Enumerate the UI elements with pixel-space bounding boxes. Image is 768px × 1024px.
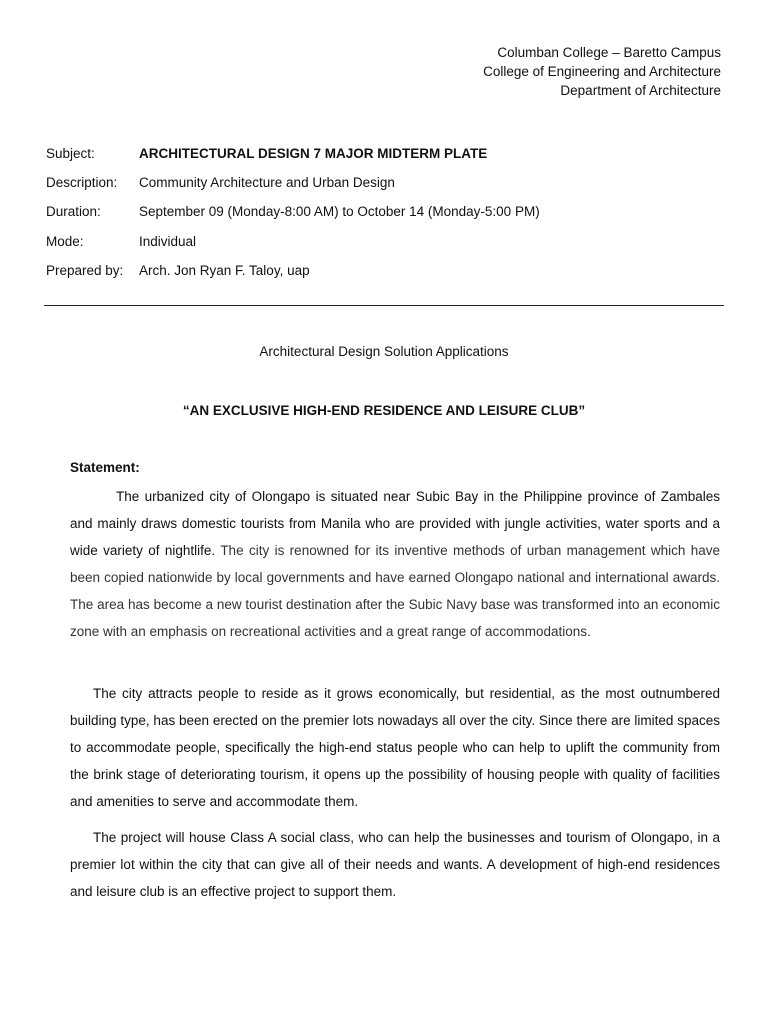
department-name: Department of Architecture: [560, 83, 721, 98]
institution-header: [483, 43, 721, 100]
duration-value: September 09 (Monday-8:00 AM) to October 14 (Monday-5:00 PM): [139, 204, 540, 220]
mode-value: Individual: [139, 233, 197, 249]
mode-row: [46, 227, 540, 256]
duration-label: Duration:: [46, 204, 101, 220]
college-name: Columban College – Baretto Campus: [497, 45, 721, 60]
paragraph-1-continuation: The city is renowned for its inventive methods of urban management which have been copied nationwide by local governments and have earned Olongapo national and international awards. The area has become a new tourist destination after the Subic Navy base was transformed into an economic zone with an emphasis on recreational activities and a great range of accommodations.: [70, 542, 720, 639]
statement-label: Statement:: [70, 460, 140, 475]
description-label: Description:: [46, 175, 118, 191]
paragraph-1-intro: The urbanized city of Olongapo is situated near Subic Bay in the Philippine province of Zambales and mainly draws domestic tourists from Manila who are provided with jungle activities, water sports and a wide variety of nightlife.: [70, 489, 720, 558]
project-title: “AN EXCLUSIVE HIGH-END RESIDENCE AND LEISURE CLUB”: [182, 403, 586, 418]
prepared-by-row: [46, 256, 540, 285]
subject-value: ARCHITECTURAL DESIGN 7 MAJOR MIDTERM PLATE: [139, 146, 488, 162]
prepared-by-label: Prepared by:: [46, 262, 124, 278]
plate-details: [46, 139, 540, 285]
section-heading: Architectural Design Solution Applications: [259, 344, 509, 359]
subject-label: Subject:: [46, 146, 95, 162]
mode-label: Mode:: [46, 233, 84, 249]
description-row: [46, 168, 540, 197]
horizontal-divider: [44, 305, 724, 306]
subject-row: [46, 139, 540, 168]
prepared-by-value: Arch. Jon Ryan F. Taloy, uap: [139, 262, 310, 278]
description-value: Community Architecture and Urban Design: [139, 175, 395, 191]
college-department: College of Engineering and Architecture: [483, 64, 721, 79]
duration-row: [46, 197, 540, 226]
statement-paragraph-2: The city attracts people to reside as it grows economically, but residential, as the most outnumbered building type, has been erected on the premier lots nowadays all over the city. Since there are limited spaces to accommodate people, specifically the high-end status people who can help to uplift the community from the brink stage of deteriorating tourism, it opens up the possibility of housing people with quality of facilities and amenities to serve and accommodate them.: [70, 686, 720, 809]
statement-paragraph-1: [70, 484, 720, 645]
statement-paragraph-3: The project will house Class A social class, who can help the businesses and tourism of Olongapo, in a premier lot within the city that can give all of their needs and wants. A development of high-end residences and leisure club is an effective project to support them.: [70, 830, 720, 899]
